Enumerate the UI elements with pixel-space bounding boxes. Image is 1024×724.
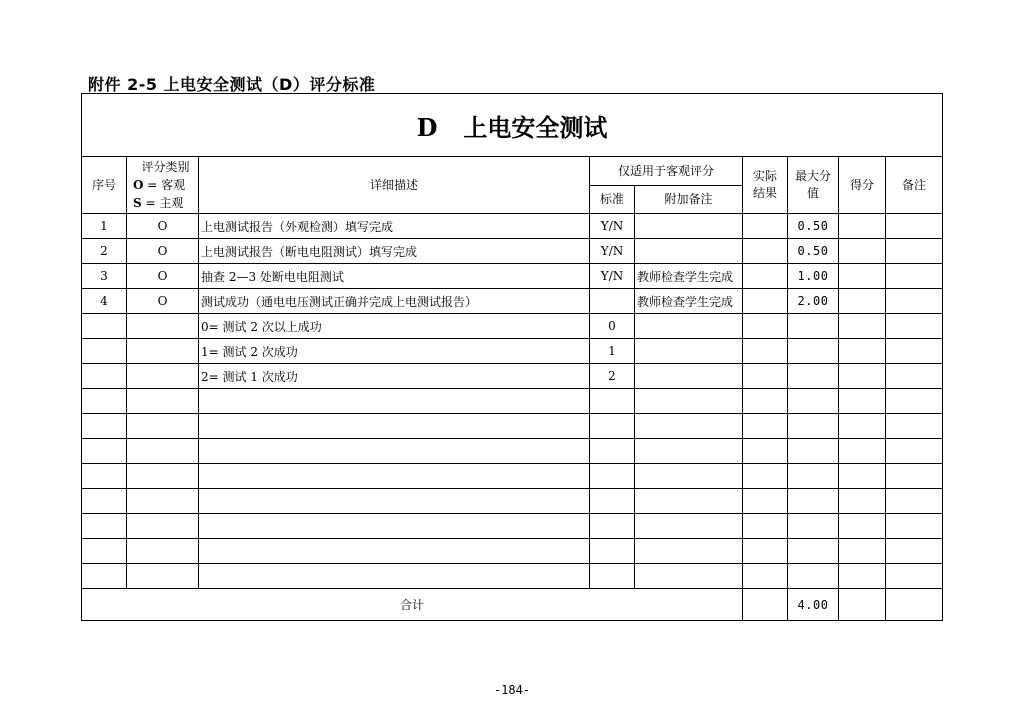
row-extra-notes	[635, 489, 743, 514]
row-extra-notes: 教师检查学生完成	[635, 289, 743, 314]
row-remark	[886, 239, 943, 264]
row-actual-result	[743, 364, 788, 389]
row-extra-notes	[635, 239, 743, 264]
row-standard: Y/N	[590, 264, 635, 289]
row-score	[839, 289, 886, 314]
row-actual-result	[743, 214, 788, 239]
row-category	[127, 464, 199, 489]
total-actual-result	[743, 589, 788, 621]
table-row	[82, 264, 943, 289]
row-score	[839, 239, 886, 264]
table-title	[82, 94, 943, 157]
row-description	[199, 439, 590, 464]
row-remark	[886, 539, 943, 564]
row-score	[839, 339, 886, 364]
header-seq: 序号	[82, 157, 127, 214]
row-actual-result	[743, 239, 788, 264]
table-row	[82, 239, 943, 264]
row-category	[127, 339, 199, 364]
row-actual-result	[743, 514, 788, 539]
row-extra-notes	[635, 464, 743, 489]
row-actual-result	[743, 489, 788, 514]
row-extra-notes	[635, 414, 743, 439]
row-actual-result	[743, 439, 788, 464]
row-seq: 3	[82, 264, 127, 289]
row-extra-notes: 教师检查学生完成	[635, 264, 743, 289]
table-row	[82, 214, 943, 239]
header-category-o: O = 客观	[133, 178, 186, 192]
row-score	[839, 464, 886, 489]
row-description	[199, 464, 590, 489]
row-category	[127, 314, 199, 339]
scoring-table	[81, 93, 943, 621]
row-remark	[886, 514, 943, 539]
row-description: 测试成功（通电电压测试正确并完成上电测试报告）	[199, 289, 590, 314]
row-description: 抽查 2—3 处断电电阻测试	[199, 264, 590, 289]
row-max-score	[788, 414, 839, 439]
row-score	[839, 514, 886, 539]
row-max-score: 1.00	[788, 264, 839, 289]
row-seq: 2	[82, 239, 127, 264]
row-remark	[886, 264, 943, 289]
row-description: 1= 测试 2 次成功	[199, 339, 590, 364]
row-remark	[886, 214, 943, 239]
row-seq	[82, 389, 127, 414]
table-row	[82, 489, 943, 514]
row-actual-result	[743, 564, 788, 589]
row-category	[127, 489, 199, 514]
header-score: 得分	[839, 157, 886, 214]
row-category	[127, 439, 199, 464]
table-row	[82, 564, 943, 589]
row-seq: 4	[82, 289, 127, 314]
row-max-score	[788, 564, 839, 589]
row-actual-result	[743, 389, 788, 414]
row-extra-notes	[635, 539, 743, 564]
header-description: 详细描述	[199, 157, 590, 214]
row-extra-notes	[635, 364, 743, 389]
row-seq	[82, 564, 127, 589]
row-score	[839, 564, 886, 589]
row-actual-result	[743, 289, 788, 314]
row-seq	[82, 414, 127, 439]
header-category-s: S = 主观	[133, 196, 184, 210]
row-remark	[886, 414, 943, 439]
table-row	[82, 364, 943, 389]
row-category	[127, 564, 199, 589]
table-row	[82, 289, 943, 314]
row-description	[199, 514, 590, 539]
row-standard: 2	[590, 364, 635, 389]
row-seq	[82, 364, 127, 389]
row-seq	[82, 539, 127, 564]
row-standard: Y/N	[590, 214, 635, 239]
row-extra-notes	[635, 439, 743, 464]
table-row	[82, 314, 943, 339]
row-max-score	[788, 489, 839, 514]
row-remark	[886, 564, 943, 589]
row-description	[199, 539, 590, 564]
row-actual-result	[743, 339, 788, 364]
row-seq	[82, 339, 127, 364]
row-extra-notes	[635, 339, 743, 364]
row-actual-result	[743, 464, 788, 489]
row-max-score	[788, 314, 839, 339]
row-seq	[82, 489, 127, 514]
row-score	[839, 214, 886, 239]
header-category	[127, 157, 199, 214]
row-actual-result	[743, 539, 788, 564]
row-seq: 1	[82, 214, 127, 239]
row-standard: 0	[590, 314, 635, 339]
row-category: O	[127, 289, 199, 314]
row-description: 上电测试报告（断电电阻测试）填写完成	[199, 239, 590, 264]
header-extra-notes: 附加备注	[635, 186, 743, 214]
row-max-score	[788, 439, 839, 464]
row-score	[839, 439, 886, 464]
table-row	[82, 439, 943, 464]
row-max-score	[788, 364, 839, 389]
title-letter: D	[416, 112, 438, 142]
row-category: O	[127, 264, 199, 289]
row-score	[839, 539, 886, 564]
row-standard	[590, 539, 635, 564]
row-max-score	[788, 464, 839, 489]
row-standard	[590, 289, 635, 314]
row-description	[199, 389, 590, 414]
row-remark	[886, 364, 943, 389]
row-description	[199, 414, 590, 439]
row-standard	[590, 489, 635, 514]
row-max-score	[788, 514, 839, 539]
row-remark	[886, 464, 943, 489]
row-max-score	[788, 339, 839, 364]
row-score	[839, 489, 886, 514]
header-max-score: 最大分值	[788, 157, 839, 214]
row-description	[199, 489, 590, 514]
row-seq	[82, 439, 127, 464]
row-standard	[590, 464, 635, 489]
row-category	[127, 364, 199, 389]
row-seq	[82, 314, 127, 339]
total-row	[82, 589, 943, 621]
header-remarks: 备注	[886, 157, 943, 214]
row-standard	[590, 389, 635, 414]
row-extra-notes	[635, 389, 743, 414]
header-objective-only: 仅适用于客观评分	[590, 157, 743, 186]
total-score	[839, 589, 886, 621]
row-description	[199, 564, 590, 589]
row-category	[127, 514, 199, 539]
row-extra-notes	[635, 214, 743, 239]
row-extra-notes	[635, 314, 743, 339]
row-score	[839, 314, 886, 339]
row-category	[127, 414, 199, 439]
row-max-score	[788, 389, 839, 414]
row-standard	[590, 414, 635, 439]
row-remark	[886, 289, 943, 314]
row-category	[127, 389, 199, 414]
row-score	[839, 389, 886, 414]
row-actual-result	[743, 314, 788, 339]
row-extra-notes	[635, 514, 743, 539]
row-actual-result	[743, 414, 788, 439]
row-seq	[82, 464, 127, 489]
row-max-score: 0.50	[788, 239, 839, 264]
row-category	[127, 539, 199, 564]
row-standard: 1	[590, 339, 635, 364]
table-row	[82, 514, 943, 539]
row-remark	[886, 339, 943, 364]
row-category: O	[127, 214, 199, 239]
table-row	[82, 539, 943, 564]
header-actual-result: 实际结果	[743, 157, 788, 214]
total-max-score: 4.00	[788, 589, 839, 621]
row-score	[839, 414, 886, 439]
row-actual-result	[743, 264, 788, 289]
table-row	[82, 464, 943, 489]
row-score	[839, 364, 886, 389]
row-max-score: 2.00	[788, 289, 839, 314]
row-description: 0= 测试 2 次以上成功	[199, 314, 590, 339]
row-description: 上电测试报告（外观检测）填写完成	[199, 214, 590, 239]
row-description: 2= 测试 1 次成功	[199, 364, 590, 389]
row-remark	[886, 439, 943, 464]
row-standard	[590, 564, 635, 589]
table-row	[82, 389, 943, 414]
row-remark	[886, 489, 943, 514]
table-row	[82, 414, 943, 439]
header-category-title: 评分类别	[141, 160, 190, 174]
document-heading: 附件 2-5 上电安全测试（D）评分标准	[88, 75, 376, 94]
total-label: 合计	[82, 589, 743, 621]
row-standard	[590, 439, 635, 464]
page-number: -184-	[493, 683, 531, 697]
row-max-score	[788, 539, 839, 564]
row-seq	[82, 514, 127, 539]
row-remark	[886, 389, 943, 414]
row-category: O	[127, 239, 199, 264]
table-row	[82, 339, 943, 364]
title-text: 上电安全测试	[463, 113, 608, 142]
row-score	[839, 264, 886, 289]
header-standard: 标准	[590, 186, 635, 214]
row-remark	[886, 314, 943, 339]
row-max-score: 0.50	[788, 214, 839, 239]
total-remark	[886, 589, 943, 621]
row-extra-notes	[635, 564, 743, 589]
row-standard: Y/N	[590, 239, 635, 264]
row-standard	[590, 514, 635, 539]
